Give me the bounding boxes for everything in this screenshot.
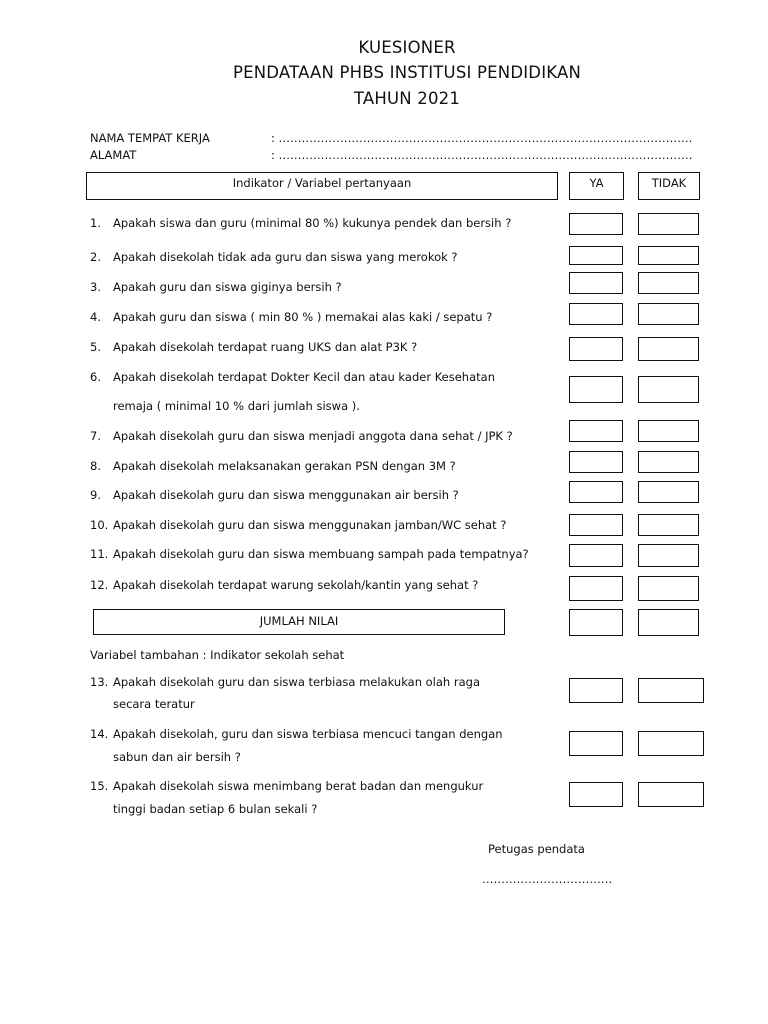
no-checkbox[interactable]: [638, 376, 699, 403]
question-number: 15.: [90, 779, 109, 793]
indicator-header-label: Indikator / Variabel pertanyaan: [232, 176, 412, 190]
yes-checkbox[interactable]: [569, 376, 623, 403]
question-text: Apakah disekolah, guru dan siswa terbiasa mencuci tangan dengan: [113, 727, 503, 741]
yes-checkbox[interactable]: [569, 213, 623, 235]
question-number: 1.: [90, 216, 101, 230]
yes-checkbox[interactable]: [569, 782, 623, 807]
question-text: Apakah disekolah guru dan siswa menggunakan jamban/WC sehat ?: [113, 518, 507, 532]
yes-checkbox[interactable]: [569, 337, 623, 361]
yes-header-box: [569, 172, 624, 200]
total-label-box: [93, 609, 505, 635]
question-number: 9.: [90, 488, 101, 502]
question-text-continued: sabun dan air bersih ?: [113, 750, 241, 764]
question-text-continued: tinggi badan setiap 6 bulan sekali ?: [113, 802, 318, 816]
question-number: 7.: [90, 429, 101, 443]
yes-header-label: YA: [589, 176, 604, 190]
question-text-continued: remaja ( minimal 10 % dari jumlah siswa ).: [113, 399, 360, 413]
question-number: 4.: [90, 310, 101, 324]
field-label-workplace: NAMA TEMPAT KERJA: [90, 131, 210, 145]
extra-section-title: Variabel tambahan : Indikator sekolah sehat: [90, 648, 345, 662]
no-checkbox[interactable]: [638, 213, 699, 235]
doc-subtitle: PENDATAAN PHBS INSTITUSI PENDIDIKAN: [232, 63, 582, 82]
yes-checkbox[interactable]: [569, 576, 623, 601]
no-checkbox[interactable]: [638, 246, 699, 265]
question-number: 5.: [90, 340, 101, 354]
yes-checkbox[interactable]: [569, 451, 623, 473]
no-checkbox[interactable]: [638, 337, 699, 361]
no-checkbox[interactable]: [638, 272, 699, 294]
field-value-workplace[interactable]: : ………………………………………………………………………………………………: [271, 131, 693, 145]
question-text: Apakah guru dan siswa giginya bersih ?: [113, 280, 342, 294]
question-text: Apakah disekolah terdapat warung sekolah/kantin yang sehat ?: [113, 578, 479, 592]
yes-checkbox[interactable]: [569, 514, 623, 536]
question-number: 10.: [90, 518, 109, 532]
no-checkbox[interactable]: [638, 576, 699, 601]
question-text-continued: secara teratur: [113, 697, 195, 711]
indicator-header-box: [86, 172, 558, 200]
question-text: Apakah siswa dan guru (minimal 80 %) kukunya pendek dan bersih ?: [113, 216, 512, 230]
no-checkbox[interactable]: [638, 678, 704, 703]
question-text: Apakah disekolah guru dan siswa terbiasa melakukan olah raga: [113, 675, 480, 689]
signature-line[interactable]: …………………………….: [482, 872, 613, 886]
yes-checkbox[interactable]: [569, 544, 623, 567]
no-header-box: [638, 172, 700, 200]
yes-checkbox[interactable]: [569, 481, 623, 503]
no-checkbox[interactable]: [638, 731, 704, 756]
doc-title: KUESIONER: [358, 38, 456, 57]
doc-year: TAHUN 2021: [353, 89, 461, 108]
yes-checkbox[interactable]: [569, 272, 623, 294]
total-label: JUMLAH NILAI: [259, 614, 339, 628]
yes-checkbox[interactable]: [569, 731, 623, 756]
yes-checkbox[interactable]: [569, 303, 623, 325]
yes-checkbox[interactable]: [569, 420, 623, 442]
question-number: 14.: [90, 727, 109, 741]
field-value-address[interactable]: : ………………………………………………………………………………………………: [271, 148, 693, 162]
question-number: 3.: [90, 280, 101, 294]
question-text: Apakah disekolah guru dan siswa membuang sampah pada tempatnya?: [113, 547, 529, 561]
no-checkbox[interactable]: [638, 420, 699, 442]
question-number: 11.: [90, 547, 109, 561]
no-header-label: TIDAK: [651, 176, 687, 190]
question-text: Apakah disekolah guru dan siswa menggunakan air bersih ?: [113, 488, 459, 502]
question-number: 2.: [90, 250, 101, 264]
no-checkbox[interactable]: [638, 303, 699, 325]
question-text: Apakah disekolah terdapat ruang UKS dan alat P3K ?: [113, 340, 418, 354]
question-text: Apakah guru dan siswa ( min 80 % ) memakai alas kaki / sepatu ?: [113, 310, 493, 324]
no-checkbox[interactable]: [638, 514, 699, 536]
no-checkbox[interactable]: [638, 481, 699, 503]
no-checkbox[interactable]: [638, 451, 699, 473]
total-yes-box[interactable]: [569, 609, 623, 636]
total-no-box[interactable]: [638, 609, 699, 636]
question-text: Apakah disekolah melaksanakan gerakan PSN dengan 3M ?: [113, 459, 456, 473]
no-checkbox[interactable]: [638, 782, 704, 807]
question-number: 12.: [90, 578, 109, 592]
question-text: Apakah disekolah tidak ada guru dan siswa yang merokok ?: [113, 250, 458, 264]
question-text: Apakah disekolah siswa menimbang berat badan dan mengukur: [113, 779, 484, 793]
yes-checkbox[interactable]: [569, 246, 623, 265]
question-number: 13.: [90, 675, 109, 689]
field-label-address: ALAMAT: [90, 148, 137, 162]
no-checkbox[interactable]: [638, 544, 699, 567]
question-number: 6.: [90, 370, 101, 384]
question-text: Apakah disekolah guru dan siswa menjadi anggota dana sehat / JPK ?: [113, 429, 513, 443]
signature-label: Petugas pendata: [488, 842, 585, 856]
yes-checkbox[interactable]: [569, 678, 623, 703]
question-number: 8.: [90, 459, 101, 473]
question-text: Apakah disekolah terdapat Dokter Kecil dan atau kader Kesehatan: [113, 370, 495, 384]
